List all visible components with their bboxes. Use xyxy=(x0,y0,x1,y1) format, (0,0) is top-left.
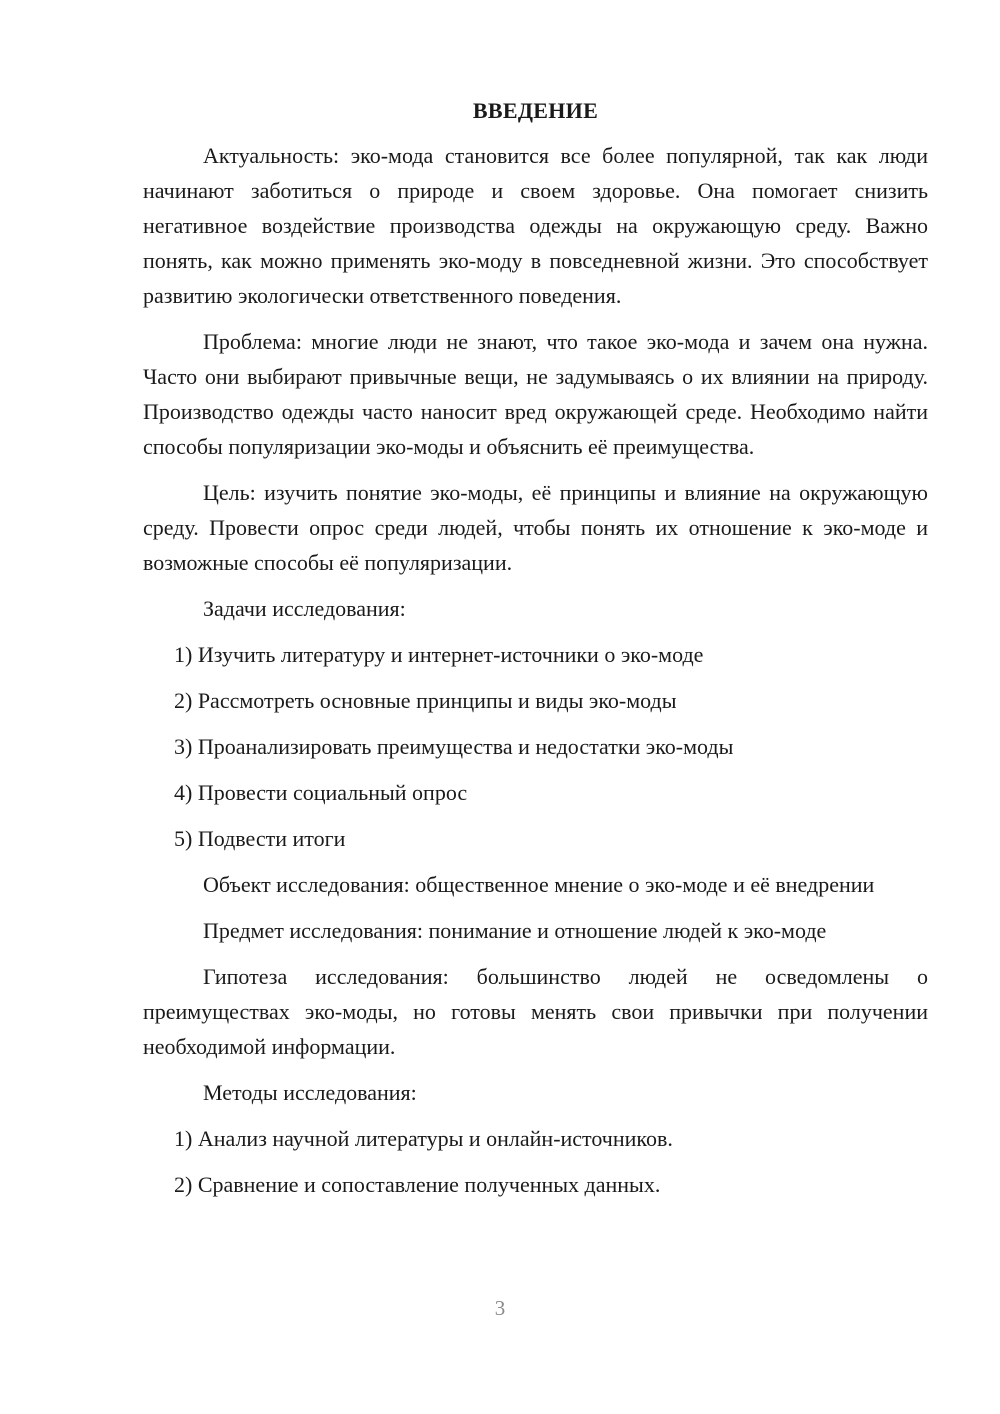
methods-list xyxy=(143,1121,928,1202)
tasks-heading: Задачи исследования: xyxy=(203,596,406,621)
list-item: 5) Подвести итоги xyxy=(174,826,346,851)
list-item: 1) Анализ научной литературы и онлайн-источников. xyxy=(174,1126,673,1151)
object-paragraph: Объект исследования: общественное мнение о эко-моде и её внедрении xyxy=(203,872,875,897)
page-title: ВВЕДЕНИЕ xyxy=(472,98,599,123)
hypothesis-paragraph: Гипотеза исследования: большинство людей не осведомлены о преимуществах эко-моды, но готовы менять свои привычки при получении необходимой информации. xyxy=(143,964,928,1059)
list-item: 1) Изучить литературу и интернет-источники о эко-моде xyxy=(174,642,704,667)
tasks-list xyxy=(143,637,928,856)
list-item: 2) Рассмотреть основные принципы и виды эко-моды xyxy=(174,688,677,713)
problem-paragraph: Проблема: многие люди не знают, что такое эко-мода и зачем она нужна. Часто они выбирают привычные вещи, не задумываясь о их влиянии на природу. Производство одежды часто наносит вред окружающей среде. Необходимо найти способы популяризации эко-моды и объяснить её преимущества. xyxy=(143,329,928,459)
methods-heading: Методы исследования: xyxy=(203,1080,417,1105)
document-page xyxy=(143,96,928,1213)
list-item: 2) Сравнение и сопоставление полученных данных. xyxy=(174,1172,661,1197)
subject-paragraph: Предмет исследования: понимание и отношение людей к эко-моде xyxy=(203,918,827,943)
list-item: 4) Провести социальный опрос xyxy=(174,780,468,805)
list-item: 3) Проанализировать преимущества и недостатки эко-моды xyxy=(174,734,734,759)
page-number: 3 xyxy=(494,1296,506,1320)
relevance-paragraph: Актуальность: эко-мода становится все более популярной, так как люди начинают заботиться о природе и своем здоровье. Она помогает снизить негативное воздействие производства одежды на окружающую среду. Важно понять, как можно применять эко-моду в повседневной жизни. Это способствует развитию экологически ответственного поведения. xyxy=(143,143,928,308)
goal-paragraph: Цель: изучить понятие эко-моды, её принципы и влияние на окружающую среду. Провести опрос среди людей, чтобы понять их отношение к эко-моде и возможные способы её популяризации. xyxy=(143,480,928,575)
